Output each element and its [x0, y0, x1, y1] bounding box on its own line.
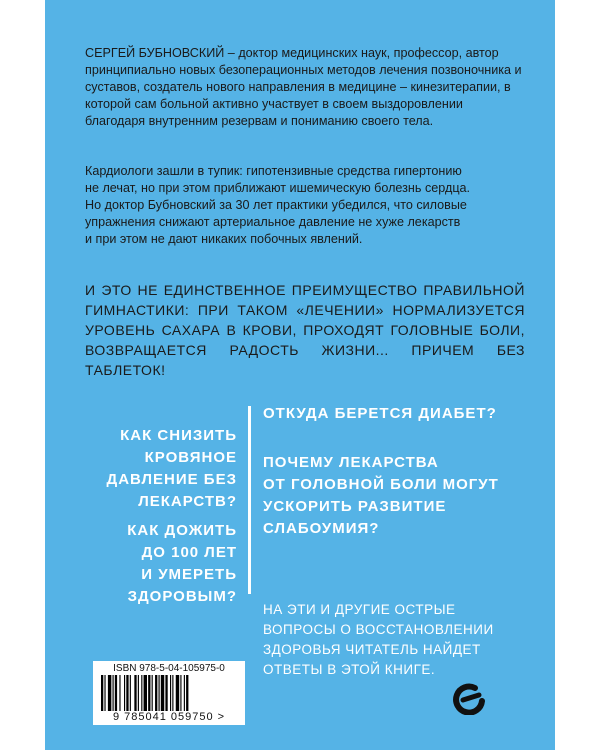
- lead-line: ВОЗВРАЩАЕТСЯ РАДОСТЬ ЖИЗНИ... ПРИЧЕМ БЕЗ ТАБЛЕТОК!: [85, 342, 525, 378]
- paragraph-line: не лечат, но при этом приближают ишемическую болезнь сердца.: [85, 181, 471, 195]
- barcode-stripe: [141, 675, 142, 711]
- barcode-stripe: [165, 675, 167, 711]
- question-line: УСКОРИТЬ РАЗВИТИЕ: [263, 498, 447, 515]
- barcode-stripe: [115, 675, 117, 711]
- closing-line: ЗДОРОВЬЯ ЧИТАТЕЛЬ НАЙДЕТ: [263, 642, 481, 657]
- publisher-logo-icon: [453, 683, 487, 715]
- closing-line: ВОПРОСЫ О ВОССТАНОВЛЕНИИ: [263, 622, 494, 637]
- barcode-stripe: [144, 675, 147, 711]
- question-line: ПОЧЕМУ ЛЕКАРСТВА: [263, 454, 439, 471]
- hypertension-paragraph: [85, 163, 525, 248]
- question-headache-drugs: [263, 452, 499, 540]
- question-line: И УМЕРЕТЬ: [141, 566, 237, 583]
- barcode-stripe: [184, 675, 185, 711]
- barcode-stripe: [155, 675, 157, 711]
- paragraph-line: Но доктор Бубновский за 30 лет практики убедился, что силовые: [85, 198, 467, 212]
- question-line: ОТКУДА БЕРЕТСЯ ДИАБЕТ?: [263, 405, 497, 422]
- barcode-stripe: [138, 675, 139, 711]
- lead-line: УРОВЕНЬ САХАРА В КРОВИ, ПРОХОДЯТ ГОЛОВНЫЕ БОЛИ,: [85, 322, 525, 338]
- barcode-stripe: [108, 675, 111, 711]
- barcode-stripe: [161, 675, 164, 711]
- barcode-stripe: [170, 675, 171, 711]
- barcode-stripe: [124, 675, 125, 711]
- lead-line: ГИМНАСТИКИ: ПРИ ТАКОМ «ЛЕЧЕНИИ» НОРМАЛИЗУЕТСЯ: [85, 302, 525, 318]
- question-line: ДАВЛЕНИЕ БЕЗ: [106, 471, 237, 488]
- question-live-to-100: [127, 520, 237, 608]
- question-line: СЛАБОУМИЯ?: [263, 520, 380, 537]
- closing-line: ОТВЕТЫ В ЭТОЙ КНИГЕ.: [263, 662, 436, 677]
- lead-paragraph: [85, 280, 525, 380]
- isbn-label: ISBN 978-5-04-105975-0: [113, 663, 225, 674]
- barcode-stripe: [176, 675, 179, 711]
- barcode-stripe: [180, 675, 181, 711]
- barcode-stripe: [101, 675, 103, 711]
- question-line: ЛЕКАРСТВ?: [138, 493, 237, 510]
- barcode-stripe: [126, 675, 128, 711]
- barcode-icon: [99, 675, 239, 711]
- barcode-digits: 9 785041 059750 >: [112, 711, 226, 723]
- question-line: КАК ДОЖИТЬ: [127, 522, 237, 539]
- question-line: КАК СНИЗИТЬ: [120, 427, 237, 444]
- barcode-stripe: [113, 675, 114, 711]
- question-line: ЗДОРОВЫМ?: [127, 588, 237, 605]
- barcode-stripe: [134, 675, 136, 711]
- lead-line: И ЭТО НЕ ЕДИНСТВЕННОЕ ПРЕИМУЩЕСТВО ПРАВИЛЬНОЙ: [85, 282, 525, 298]
- question-diabetes: [263, 403, 497, 425]
- paragraph-line: упражнения снижают артериальное давление не хуже лекарств: [85, 215, 461, 229]
- barcode-stripe: [130, 675, 131, 711]
- barcode-stripe: [148, 675, 150, 711]
- barcode-stripe: [172, 675, 173, 711]
- closing-paragraph: [263, 600, 494, 680]
- barcode-stripe: [119, 675, 120, 711]
- paragraph-line: и при этом не дают никаких побочных явлений.: [85, 232, 363, 246]
- paragraph-line: Кардиологи зашли в тупик: гипотензивные средства гипертонию: [85, 164, 462, 178]
- question-blood-pressure: [107, 425, 237, 513]
- question-line: КРОВЯНОЕ: [144, 449, 237, 466]
- author-bio-paragraph: СЕРГЕЙ БУБНОВСКИЙ – доктор медицинских наук, профессор, автор принципиально новых безоперационных методов лечения позвоночника и суставов, создатель нового направления в медицине – кинезитерапии, в которой сам больной активно участвует в своем выздоровлении благодаря внутренним резервам и пониманию своего тела.: [85, 46, 522, 128]
- question-line: ДО 100 ЛЕТ: [141, 544, 237, 561]
- barcode-stripe: [152, 675, 153, 711]
- barcode-block: [93, 661, 245, 725]
- barcode-stripe: [104, 675, 105, 711]
- barcode-stripe: [159, 675, 160, 711]
- barcode-stripe: [186, 675, 188, 711]
- vertical-divider: [248, 406, 251, 594]
- question-line: ОТ ГОЛОВНОЙ БОЛИ МОГУТ: [263, 476, 499, 493]
- closing-line: НА ЭТИ И ДРУГИЕ ОСТРЫЕ: [263, 602, 456, 617]
